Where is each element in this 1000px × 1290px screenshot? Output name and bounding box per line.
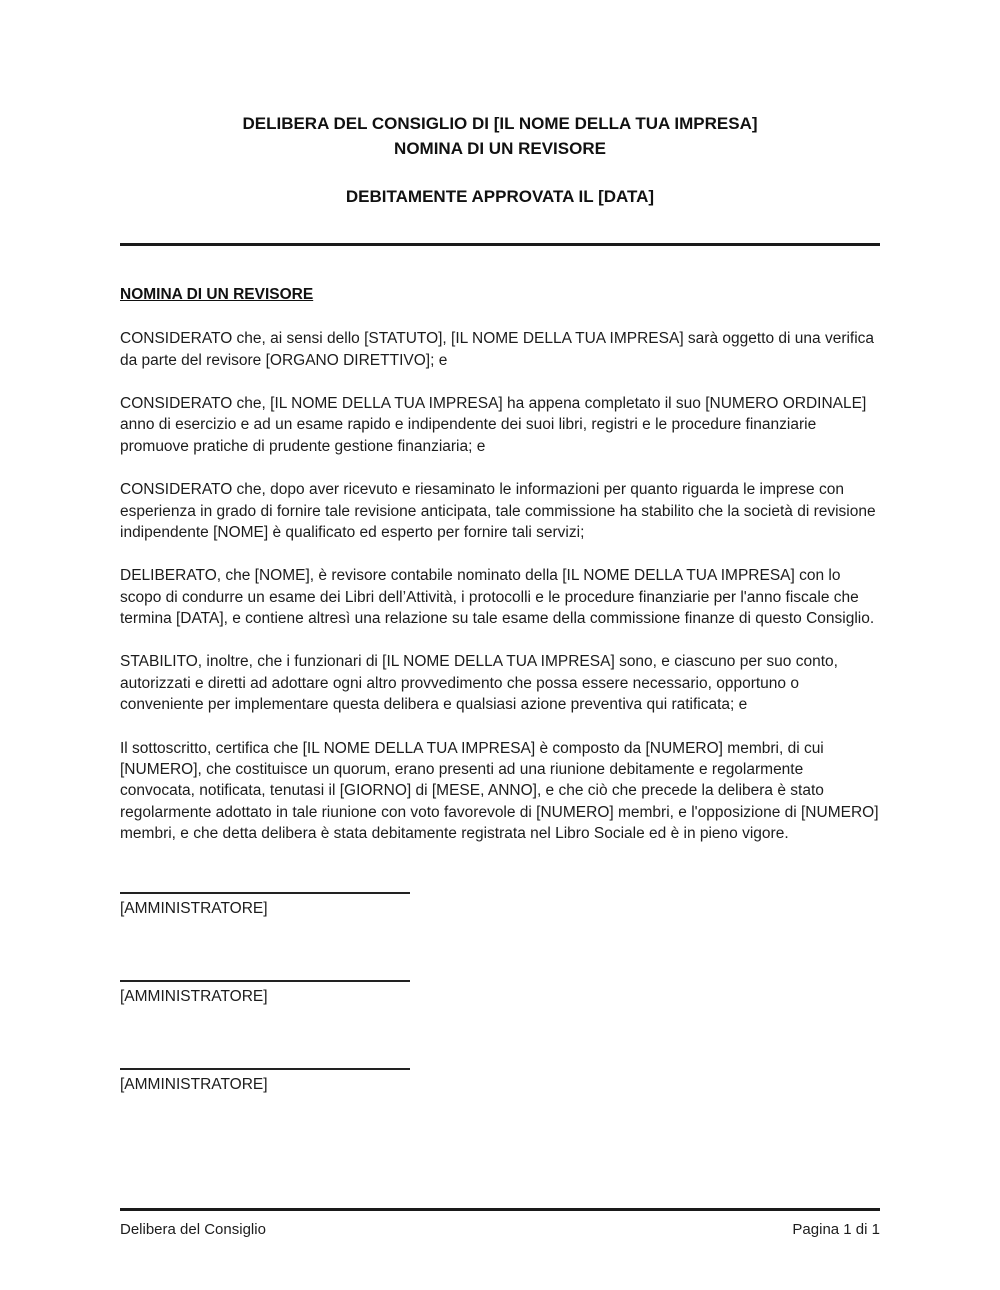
paragraph-list — [120, 328, 880, 844]
header-divider — [120, 243, 880, 246]
footer-page-number: Pagina 1 di 1 — [792, 1221, 880, 1238]
paragraph-deliberato: DELIBERATO, che [NOME], è revisore contabile nominato della [IL NOME DELLA TUA IMPRESA] con lo scopo di condurre un esame dei Libri dell’Attività, i protocolli e le procedure finanziarie per l'anno fiscale che termina [DATA], e contiene altresì una relazione su tale esame della commissione finanze di questo Consiglio. — [120, 567, 875, 628]
signature-block — [120, 892, 880, 918]
signature-label: [AMMINISTRATORE] — [120, 900, 268, 918]
signature-section — [120, 892, 880, 1094]
page-footer — [120, 1208, 880, 1238]
footer-document-name: Delibera del Consiglio — [120, 1221, 266, 1238]
signature-block — [120, 1068, 880, 1094]
signature-line — [120, 892, 410, 894]
signature-line — [120, 980, 410, 982]
paragraph-considerato-1: CONSIDERATO che, ai sensi dello [STATUTO], [IL NOME DELLA TUA IMPRESA] sarà oggetto di una verifica da parte del revisore [ORGANO DIRETTIVO]; e — [120, 330, 875, 369]
signature-label: [AMMINISTRATORE] — [120, 988, 268, 1006]
document-title-line2: NOMINA DI UN REVISORE — [394, 138, 606, 158]
document-title-line1: DELIBERA DEL CONSIGLIO DI [IL NOME DELLA TUA IMPRESA] — [242, 114, 758, 133]
document-title — [120, 112, 880, 161]
paragraph-considerato-3: CONSIDERATO che, dopo aver ricevuto e riesaminato le informazioni per quanto riguarda le imprese con esperienza in grado di fornire tale revisione anticipata, tale commissione ha stabilito che la società di revisione indipendente [NOME] è qualificato ed esperto per fornire tali servizi; — [120, 481, 876, 541]
footer-row — [120, 1221, 880, 1238]
section-heading: NOMINA DI UN REVISORE — [120, 286, 314, 304]
document-subtitle: DEBITAMENTE APPROVATA IL [DATA] — [345, 187, 655, 207]
footer-divider — [120, 1208, 880, 1211]
paragraph-certifica: Il sottoscritto, certifica che [IL NOME DELLA TUA IMPRESA] è composto da [NUMERO] membri, di cui [NUMERO], che costituisce un quorum, erano presenti ad una riunione debitamente e regolarmente convocata, notificata, tenutasi il [GIORNO] di [MESE, ANNO], e che ciò che precede la delibera è stato regolarmente adottato in tale riunione con voto favorevole di [NUMERO] membri, e l'opposizione di [NUMERO] membri, e che detta delibera è stata debitamente registrata nel Libro Sociale ed è in pieno vigore. — [120, 739, 879, 843]
signature-line — [120, 1068, 410, 1070]
signature-block — [120, 980, 880, 1006]
paragraph-stabilito: STABILITO, inoltre, che i funzionari di [IL NOME DELLA TUA IMPRESA] sono, e ciascuno per suo conto, autorizzati e diretti ad adottare ogni altro provvedimento che possa essere necessario, opportuno o conveniente per implementare questa delibera e qualsiasi azione preventiva qui ratificata; e — [120, 653, 838, 714]
paragraph-considerato-2: CONSIDERATO che, [IL NOME DELLA TUA IMPRESA] ha appena completato il suo [NUMERO ORDINALE] anno di esercizio e ad un esame rapido e indipendente dei suoi libri, registri e le procedure finanziarie promuove pratiche di prudente gestione finanziaria; e — [120, 395, 867, 455]
signature-label: [AMMINISTRATORE] — [120, 1076, 268, 1094]
